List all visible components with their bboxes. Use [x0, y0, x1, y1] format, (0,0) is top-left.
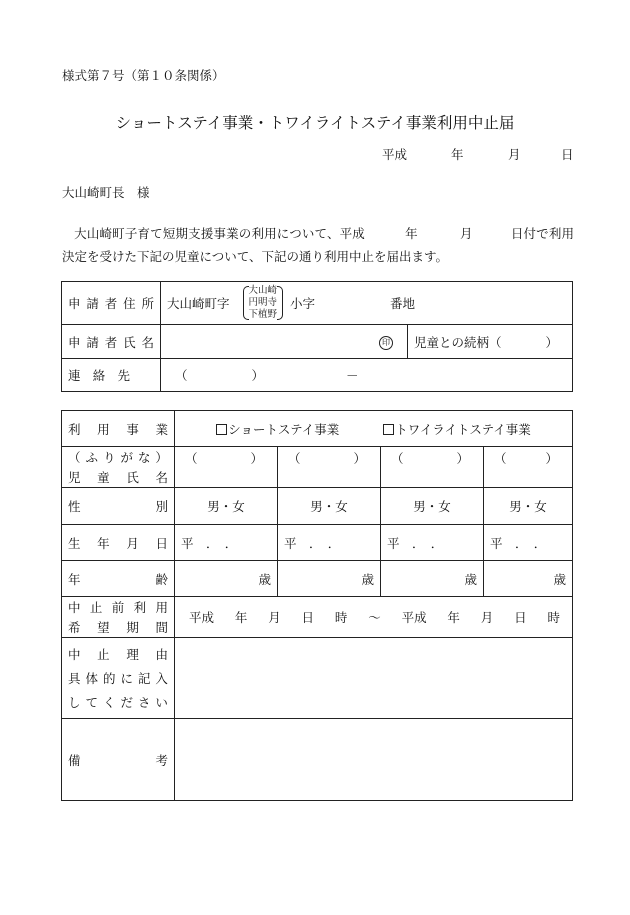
birth-value: 平 ． ．: [387, 535, 444, 551]
birth-value: 平 ． ．: [181, 535, 238, 551]
period-cell[interactable]: [175, 597, 573, 638]
paren-close: ）: [545, 451, 558, 466]
birth-cell-1[interactable]: [175, 525, 278, 561]
contact-open: （: [175, 368, 188, 383]
relation-label: 児童との続柄（: [414, 334, 502, 350]
banchi-label: 番地: [390, 296, 416, 311]
paren-close: ）: [250, 451, 263, 466]
body-paragraph: [62, 222, 574, 268]
contact-cell[interactable]: [161, 359, 573, 392]
paren-open: （: [288, 451, 301, 466]
gender-label: 性 別: [68, 499, 168, 514]
birth-cell-3[interactable]: [381, 525, 484, 561]
birth-value: 平 ． ．: [490, 535, 547, 551]
name-label-cell: [62, 325, 161, 359]
date-day: 日: [561, 147, 574, 162]
period-label-2: 希 望 期 間: [68, 620, 168, 635]
child-name-cell-2[interactable]: [278, 447, 381, 488]
period-to-hour: 時: [547, 610, 560, 625]
address-cell[interactable]: [161, 282, 573, 325]
document-title: ショートステイ事業・トワイライトステイ事業利用中止届: [115, 114, 515, 132]
option-twilight-stay[interactable]: [383, 422, 531, 437]
option-short-stay-label: ショートステイ事業: [228, 421, 340, 437]
paren-open: （: [185, 451, 198, 466]
gender-cell-2[interactable]: 男・女: [278, 488, 381, 525]
name-cell[interactable]: [161, 325, 408, 359]
period-to-month: 月: [480, 610, 494, 625]
birth-cell-2[interactable]: [278, 525, 381, 561]
address-label-cell: [62, 282, 161, 325]
checkbox-twilight-stay[interactable]: [383, 424, 394, 435]
birth-label-cell: [62, 525, 175, 561]
period-label-cell: [62, 597, 175, 638]
seal-mark: 印: [379, 336, 393, 350]
type-cell: [175, 411, 573, 447]
body-text-1: 大山崎町子育て短期支援事業の利用について、平成: [74, 226, 365, 241]
reason-cell[interactable]: [175, 638, 573, 719]
koaza-label: 小字: [290, 296, 316, 311]
period-to-day: 日: [514, 610, 527, 625]
contact-label: 連 絡 先: [68, 368, 130, 383]
date-year: 年: [451, 147, 464, 162]
relation-cell[interactable]: [408, 325, 573, 359]
district-2: 円明寺: [248, 297, 278, 308]
reason-label-3: し て く だ さ い: [68, 695, 168, 710]
address-prefix: 大山崎町字: [167, 296, 230, 311]
age-label: 年 齢: [68, 571, 168, 587]
period-to-year: 年: [447, 610, 460, 625]
period-tilde: ～: [368, 610, 381, 625]
child-name-cell-3[interactable]: [381, 447, 484, 488]
reason-label-2: 具 体 的 に 記 入: [68, 671, 168, 686]
child-name-label: 児 童 氏 名: [68, 470, 168, 485]
remarks-label-cell: [62, 719, 175, 801]
period-from-year: 年: [234, 610, 248, 625]
date-month: 月: [508, 147, 521, 162]
contact-close: ）: [251, 368, 265, 383]
gender-label-cell: [62, 488, 175, 525]
period-label-1: 中 止 前 利 用: [68, 600, 168, 615]
addressee: 大山崎町長 様: [62, 185, 150, 200]
period-to-era: 平成: [401, 610, 427, 625]
body-month: 月: [459, 226, 473, 241]
paren-open: （: [391, 451, 404, 466]
type-label: 利 用 事 業: [68, 421, 168, 437]
birth-cell-4[interactable]: [484, 525, 573, 561]
period-from-month: 月: [268, 610, 281, 625]
address-label: 申 請 者 住 所: [68, 296, 154, 311]
date-era: 平成: [382, 147, 408, 162]
contact-dash: －: [346, 368, 359, 383]
body-text-2: 日付で利用決定を受けた下記の児童について、下記の通り利用中止を届出ます。: [62, 226, 574, 264]
paren-open: （: [494, 451, 507, 466]
age-cell-2[interactable]: 歳: [278, 561, 381, 597]
age-cell-4[interactable]: 歳: [484, 561, 573, 597]
paren-close: ）: [456, 451, 469, 466]
reason-label-1: 中 止 理 由: [68, 647, 168, 662]
period-from-day: 日: [301, 610, 315, 625]
birth-label: 生 年 月 日: [68, 535, 168, 551]
option-short-stay[interactable]: [216, 422, 339, 437]
form-number: 様式第７号（第１０条関係）: [62, 68, 225, 83]
birth-value: 平 ． ．: [284, 535, 341, 551]
district-1: 大山崎: [248, 285, 278, 296]
gender-cell-1[interactable]: 男・女: [175, 488, 278, 525]
age-cell-3[interactable]: 歳: [381, 561, 484, 597]
period-from-hour: 時: [334, 610, 348, 625]
district-options[interactable]: [244, 285, 283, 321]
contact-label-cell: [62, 359, 161, 392]
paren-close: ）: [353, 451, 366, 466]
body-year: 年: [404, 226, 418, 241]
relation-close: ）: [545, 334, 559, 350]
option-twilight-stay-label: トワイライトステイ事業: [395, 421, 531, 437]
district-3: 下植野: [248, 309, 278, 320]
remarks-cell[interactable]: [175, 719, 573, 801]
age-label-cell: [62, 561, 175, 597]
usage-table: [61, 410, 573, 801]
checkbox-short-stay[interactable]: [216, 424, 227, 435]
period-from-era: 平成: [189, 610, 215, 625]
child-name-cell-1[interactable]: [175, 447, 278, 488]
gender-cell-4[interactable]: 男・女: [484, 488, 573, 525]
reason-label-cell: [62, 638, 175, 719]
type-label-cell: [62, 411, 175, 447]
gender-cell-3[interactable]: 男・女: [381, 488, 484, 525]
child-name-label-cell: [62, 447, 175, 488]
furigana-label: （ ふ り が な ）: [68, 450, 168, 465]
name-label: 申 請 者 氏 名: [68, 334, 154, 350]
applicant-table: [61, 281, 573, 392]
age-cell-1[interactable]: 歳: [175, 561, 278, 597]
child-name-cell-4[interactable]: [484, 447, 573, 488]
remarks-label: 備 考: [68, 752, 168, 768]
